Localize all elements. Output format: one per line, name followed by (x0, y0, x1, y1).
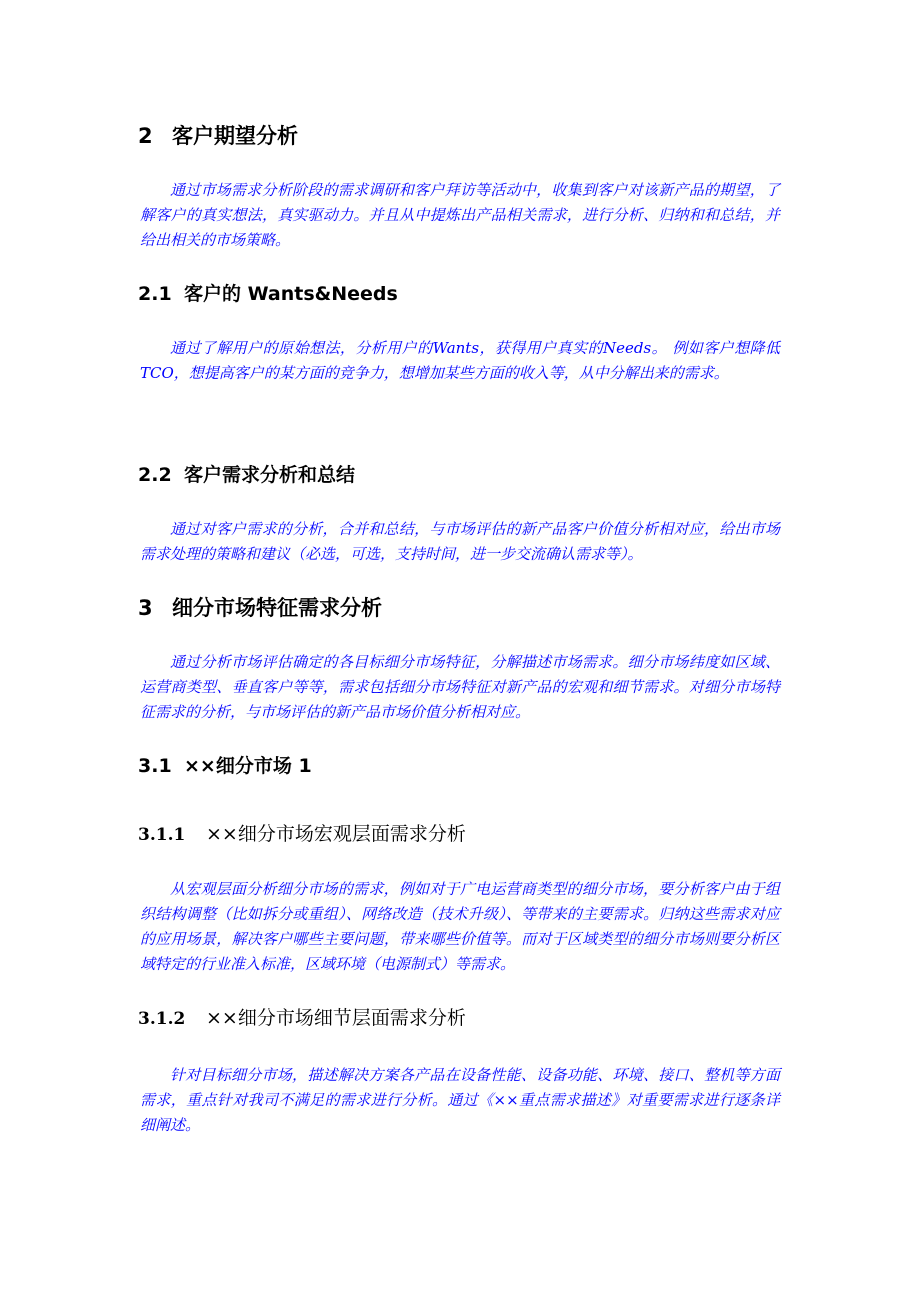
paragraph-section-2-2: 通过对客户需求的分析，合并和总结，与市场评估的新产品客户价值分析相对应，给出市场需求处理的策略和建议（必选，可选，支持时间，进一步交流确认需求等）。 (140, 520, 780, 563)
section-number: 3.1.1 (138, 825, 186, 845)
paragraph-section-3-1-2: 针对目标细分市场，描述解决方案各产品在设备性能、设备功能、环境、接口、整机等方面需求，重点针对我司不满足的需求进行分析。通过《××重点需求描述》对重要需求进行逐条详细阐述。 (140, 1066, 780, 1134)
heading-section-3-1 (138, 757, 312, 776)
section-number: 2.2 (138, 464, 172, 486)
section-title: 客户期望分析 (172, 124, 298, 148)
heading-section-3-1-2 (138, 1009, 466, 1028)
heading-section-3-1-1 (138, 825, 466, 844)
section-number: 2.1 (138, 283, 172, 305)
paragraph-section-2-1: 通过了解用户的原始想法，分析用户的Wants，获得用户真实的Needs。 例如客户想降低TCO，想提高客户的某方面的竞争力，想增加某些方面的收入等，从中分解出来的需求。 (140, 339, 780, 382)
section-title: ××细分市场细节层面需求分析 (206, 1007, 466, 1029)
section-title: 客户需求分析和总结 (184, 464, 356, 486)
heading-section-3 (138, 598, 382, 619)
paragraph-section-3: 通过分析市场评估确定的各目标细分市场特征，分解描述市场需求。细分市场纬度如区域、运营商类型、垂直客户等等，需求包括细分市场特征对新产品的宏观和细节需求。对细分市场特征需求的分析，与市场评估的新产品市场价值分析相对应。 (140, 653, 780, 721)
section-number: 3.1.2 (138, 1009, 186, 1029)
section-number: 2 (138, 124, 153, 148)
paragraph-section-3-1-1: 从宏观层面分析细分市场的需求，例如对于广电运营商类型的细分市场，要分析客户由于组织结构调整（比如拆分或重组）、网络改造（技术升级）、等带来的主要需求。归纳这些需求对应的应用场景，解决客户哪些主要问题，带来哪些价值等。而对于区域类型的细分市场则要分析区域特定的行业准入标准，区域环境（电源制式）等需求。 (140, 880, 780, 973)
heading-section-2-2 (138, 466, 355, 485)
heading-section-2 (138, 126, 298, 147)
section-title: ××细分市场 1 (184, 755, 312, 777)
heading-section-2-1 (138, 285, 398, 304)
section-number: 3 (138, 596, 153, 620)
section-title: 细分市场特征需求分析 (172, 596, 382, 620)
section-title: ××细分市场宏观层面需求分析 (206, 823, 466, 845)
section-number: 3.1 (138, 755, 172, 777)
section-title: 客户的 Wants&Needs (184, 283, 398, 305)
paragraph-section-2: 通过市场需求分析阶段的需求调研和客户拜访等活动中，收集到客户对该新产品的期望，了解客户的真实想法，真实驱动力。并且从中提炼出产品相关需求，进行分析、归纳和和总结，并给出相关的市场策略。 (140, 181, 780, 249)
